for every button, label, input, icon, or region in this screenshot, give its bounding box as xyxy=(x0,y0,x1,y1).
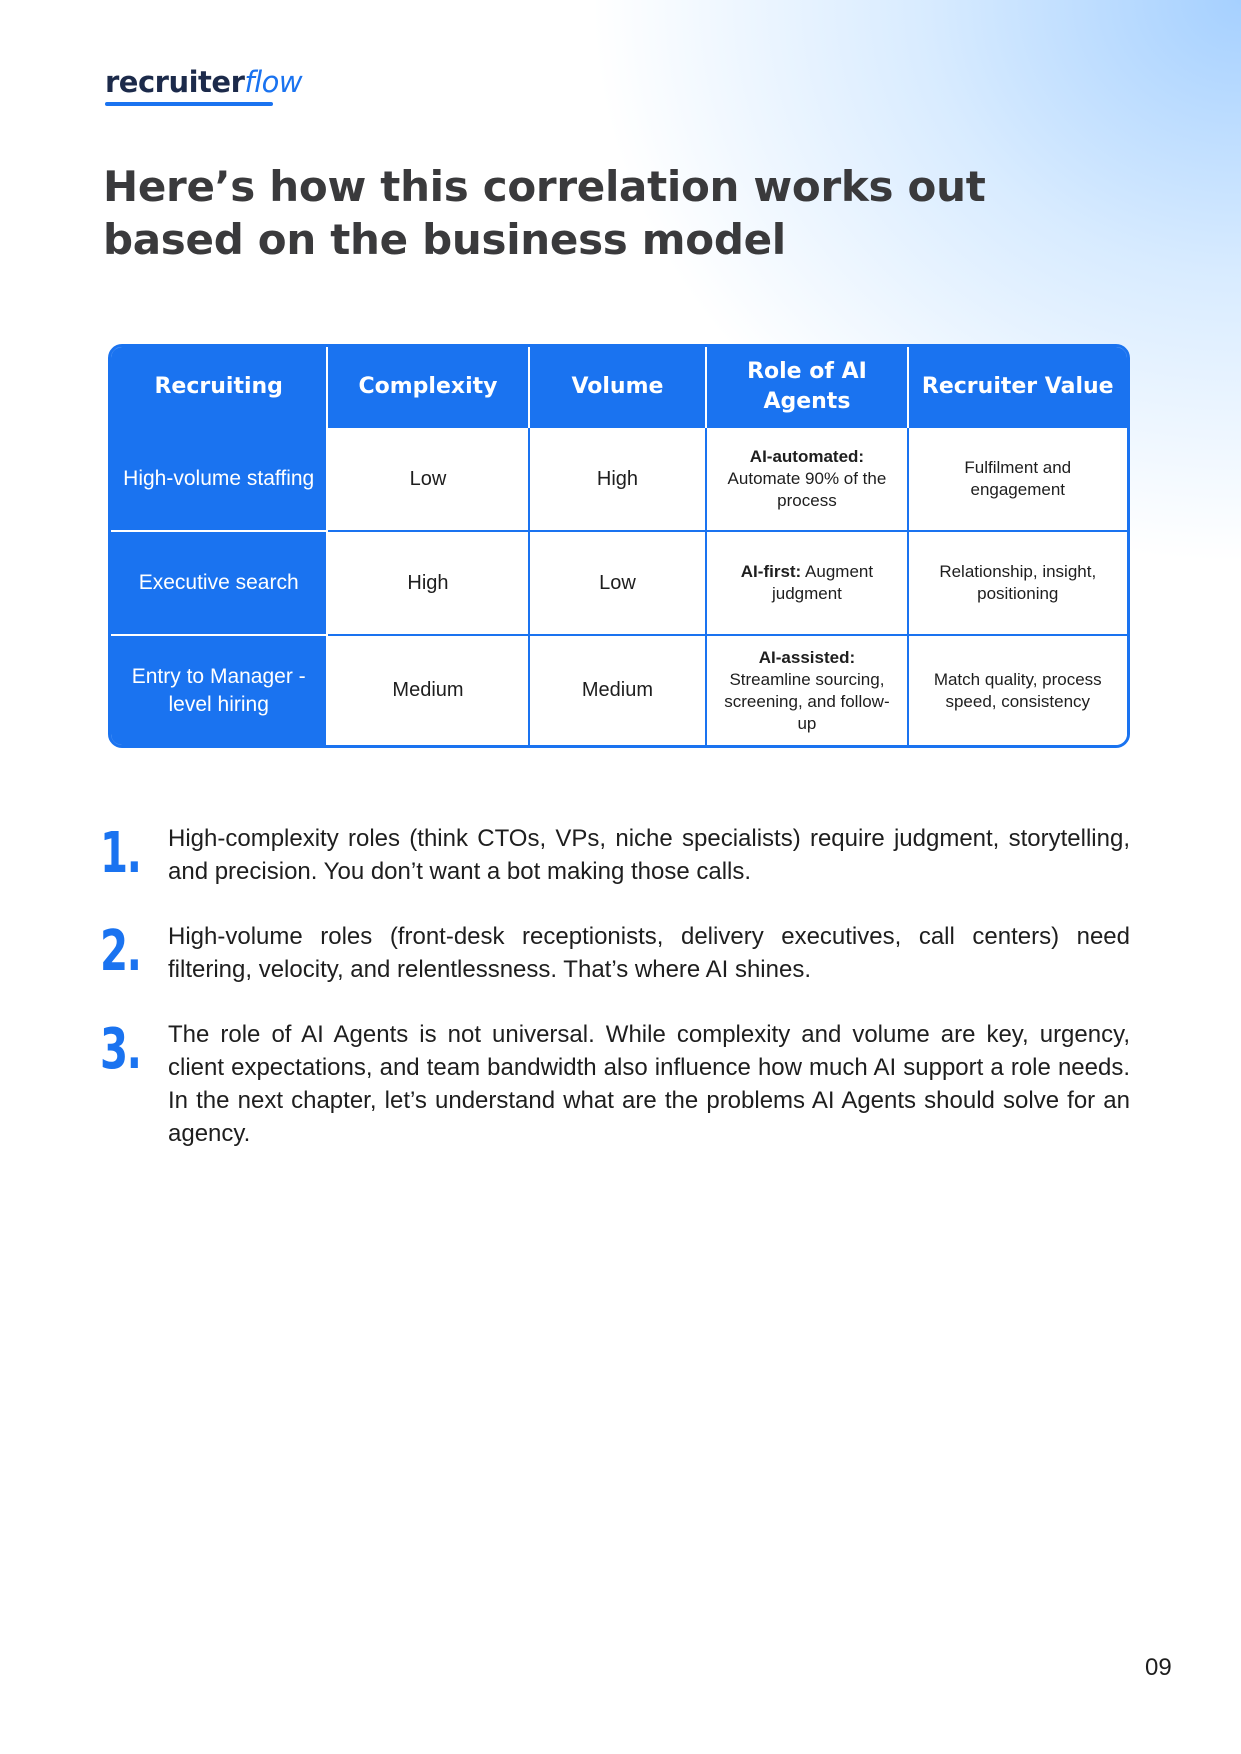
key-points-list xyxy=(100,822,1130,1182)
header-volume: Volume xyxy=(529,347,707,427)
table-header-row xyxy=(111,347,1127,427)
recruiterflow-logo xyxy=(105,65,303,99)
cell-complexity: Medium xyxy=(327,635,528,745)
cell-role xyxy=(706,531,907,635)
role-text: Augment judgment xyxy=(771,562,874,603)
page-title: Here’s how this correlation works out based on the business model xyxy=(103,162,986,264)
point-number: 1. xyxy=(100,821,141,886)
header-role-of-ai-agents: Role of AI Agents xyxy=(706,347,907,427)
point-text: High-complexity roles (think CTOs, VPs, niche specialists) require judgment, storytelling, and precision. You don’t want a bot making those calls. xyxy=(168,825,1130,885)
point-text: The role of AI Agents is not universal. While complexity and volume are key, urgency, client expectations, and team bandwidth also influence how much AI support a role needs. In the next chapter, let’s understand what are the problems AI Agents should solve for an agency. xyxy=(168,1021,1130,1147)
cell-value: Relationship, insight, positioning xyxy=(908,531,1127,635)
cell-role xyxy=(706,427,907,531)
logo-text-recruiter: recruiter xyxy=(105,65,245,99)
header-recruiter-value: Recruiter Value xyxy=(908,347,1127,427)
header-complexity: Complexity xyxy=(327,347,528,427)
table-row xyxy=(111,531,1127,635)
cell-volume: Low xyxy=(529,531,707,635)
cell-recruiting: Executive search xyxy=(111,531,327,635)
cell-value: Fulfilment and engagement xyxy=(908,427,1127,531)
cell-recruiting: High-volume staffing xyxy=(111,427,327,531)
list-item xyxy=(100,1018,1130,1150)
point-text: High-volume roles (front-desk receptionists, delivery executives, call centers) need filtering, velocity, and relentlessness. That’s where AI shines. xyxy=(168,923,1130,983)
point-number: 3. xyxy=(100,1017,141,1082)
point-number: 2. xyxy=(100,919,141,984)
list-item xyxy=(100,920,1130,986)
header-recruiting: Recruiting xyxy=(111,347,327,427)
cell-complexity: High xyxy=(327,531,528,635)
role-label: AI-assisted: xyxy=(758,647,856,667)
logo-underline xyxy=(105,102,273,106)
role-label: AI-automated: xyxy=(749,447,865,466)
page-number: 09 xyxy=(1145,1654,1172,1681)
logo-text-flow: flow xyxy=(244,65,303,99)
role-label: AI-first: xyxy=(740,562,802,581)
table-row xyxy=(111,635,1127,745)
cell-role xyxy=(706,635,907,745)
cell-volume: High xyxy=(529,427,707,531)
list-item xyxy=(100,822,1130,888)
table-row xyxy=(111,427,1127,531)
role-text: Automate 90% of the process xyxy=(727,469,887,510)
cell-recruiting: Entry to Manager -level hiring xyxy=(111,635,327,745)
role-text: Streamline sourcing, screening, and follow-up xyxy=(724,669,890,733)
business-model-table xyxy=(108,344,1130,748)
cell-complexity: Low xyxy=(327,427,528,531)
cell-value: Match quality, process speed, consistency xyxy=(908,635,1127,745)
cell-volume: Medium xyxy=(529,635,707,745)
